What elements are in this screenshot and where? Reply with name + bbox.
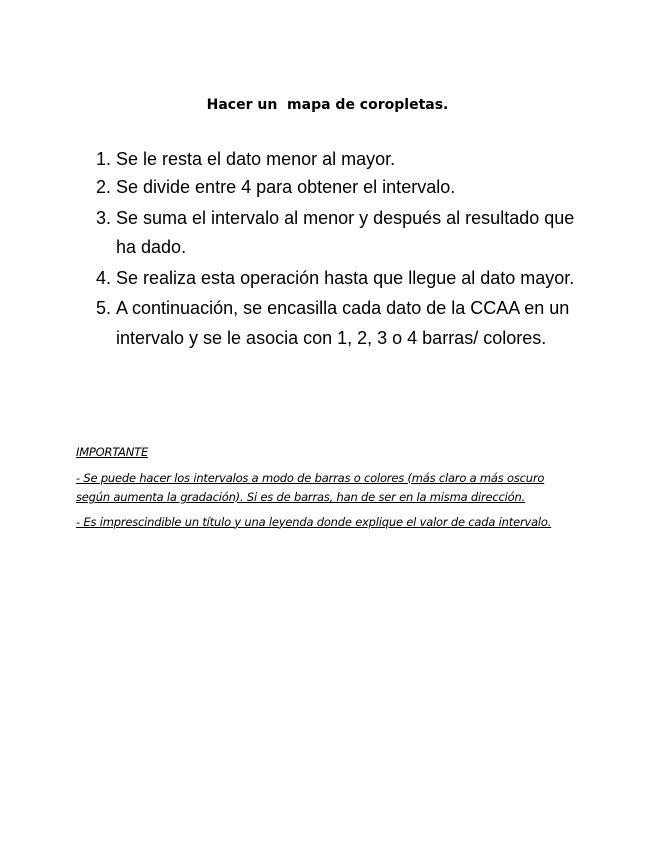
step-text: A continuación, se encasilla cada dato de la CCAA en un intervalo y se le asocia con 1, 2, 3 o 4 barras/ colores.: [116, 298, 570, 348]
note-item: - Es imprescindible un título y una leyenda donde explique el valor de cada intervalo.: [76, 514, 552, 529]
step-number: 5.: [96, 298, 112, 318]
step-number: 4.: [96, 267, 112, 288]
notes-heading: IMPORTANTE: [76, 445, 149, 459]
notes-section: [76, 443, 556, 537]
step-text: Se divide entre 4 para obtener el intervalo.: [116, 177, 456, 197]
step-number: 2.: [96, 177, 112, 197]
step-number: 1.: [96, 149, 112, 169]
steps-list: [96, 146, 596, 354]
step-item: [96, 146, 596, 172]
step-number: 3.: [96, 207, 112, 228]
step-text: Se realiza esta operación hasta que llegue al dato mayor.: [116, 267, 575, 288]
step-item: [96, 264, 596, 294]
step-item: [96, 204, 596, 263]
step-item: [96, 294, 596, 353]
step-text: Se le resta el dato menor al mayor.: [116, 149, 396, 169]
step-text: Se suma el intervalo al menor y después al resultado que ha dado.: [116, 207, 575, 257]
step-item: [96, 173, 596, 203]
note-item: - Se puede hacer los intervalos a modo de barras o colores (más claro a más oscuro según aumenta la gradación). Si es de barras, han de ser en la misma dirección.: [76, 470, 545, 504]
document-title: Hacer un mapa de coropletas.: [206, 97, 449, 113]
